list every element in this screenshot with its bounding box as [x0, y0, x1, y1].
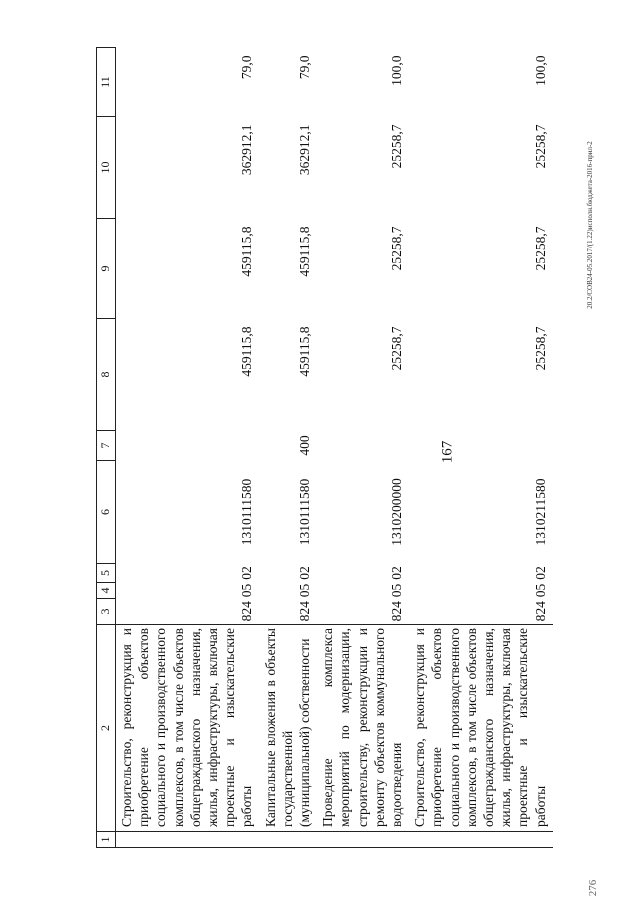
row-value-9: 25258,7 — [389, 226, 405, 271]
row-value-8: 25258,7 — [532, 326, 548, 371]
row-expense-type — [409, 431, 553, 461]
col-header-1: 1 — [97, 832, 116, 848]
row-section: 05 — [239, 583, 255, 598]
table-row — [260, 48, 318, 848]
table-row — [409, 48, 553, 848]
row-target-article: 1310200000 — [389, 478, 405, 546]
row-section: 05 — [297, 583, 313, 598]
row-expense-type — [317, 431, 409, 461]
col-header-10: 10 — [97, 117, 116, 219]
budget-table — [96, 47, 553, 848]
row-subsection: 02 — [532, 566, 548, 580]
row-percent: 100,0 — [532, 55, 548, 86]
row-admin-code: 824 — [389, 601, 405, 622]
footer-path: 20.2/COB24-05.2017/(1.22)исполн.бюджета-2016-прил-2 — [586, 141, 594, 309]
col-header-9: 9 — [97, 219, 116, 319]
row-target-article: 1310111580 — [239, 478, 255, 546]
row-section: 05 — [532, 583, 548, 598]
row-description: Строительство, реконструкция и приобретение объектов социального и производственного комплексов, в том числе объектов общегражданского назначения, жилья, инфраструктуры, включая проектные и изыскательские работы — [116, 625, 260, 832]
row-cell-col1 — [116, 832, 260, 848]
table-row — [317, 48, 409, 848]
row-percent: 100,0 — [389, 55, 405, 86]
row-admin-code: 824 — [532, 601, 548, 622]
row-value-8: 459115,8 — [239, 326, 255, 377]
col-header-7: 7 — [97, 431, 116, 461]
col-header-2: 2 — [97, 625, 116, 832]
row-value-9: 459115,8 — [239, 226, 255, 277]
page-number: 167 — [439, 440, 456, 464]
row-value-10: 25258,7 — [389, 124, 405, 169]
row-subsection: 02 — [297, 566, 313, 580]
row-cell-col1 — [409, 832, 553, 848]
col-header-6: 6 — [97, 461, 116, 564]
row-subsection: 02 — [389, 566, 405, 580]
row-description: Строительство, реконструкция и приобретение объектов социального и производственного комплексов, в том числе объектов общегражданского назначения, жилья, инфраструктуры, включая проектные и изыскательские работы — [409, 625, 553, 832]
row-value-8: 459115,8 — [297, 326, 313, 377]
row-cell-col1 — [260, 832, 318, 848]
row-expense-type: 400 — [297, 435, 313, 456]
row-value-10: 25258,7 — [532, 124, 548, 169]
col-header-5: 5 — [97, 564, 116, 583]
header-row — [97, 48, 116, 848]
col-header-3: 3 — [97, 599, 116, 625]
row-description: Проведение комплекса мероприятий по модернизации, строительству, реконструкции и ремонту объектов коммунального водоотведения — [317, 625, 409, 832]
row-admin-code: 824 — [239, 601, 255, 622]
row-description: Капитальные вложения в объекты государственной (муниципальной) собственности — [260, 625, 318, 832]
row-section: 05 — [389, 583, 405, 598]
row-admin-code: 824 — [297, 601, 313, 622]
row-subsection: 02 — [239, 566, 255, 580]
row-value-10: 362912,1 — [239, 124, 255, 176]
table-row — [116, 48, 260, 848]
col-header-4: 4 — [97, 583, 116, 599]
row-value-8: 25258,7 — [389, 326, 405, 371]
col-header-8: 8 — [97, 319, 116, 431]
row-percent: 79,0 — [239, 55, 255, 80]
row-value-9: 25258,7 — [532, 226, 548, 271]
row-target-article: 1310211580 — [532, 478, 548, 546]
row-target-article: 1310111580 — [297, 478, 313, 546]
rotated-table-wrapper — [96, 48, 548, 848]
row-value-10: 362912,1 — [297, 124, 313, 176]
row-expense-type — [116, 431, 260, 461]
row-cell-col1 — [317, 832, 409, 848]
sheet-number: 276 — [587, 879, 599, 897]
col-header-11: 11 — [97, 48, 116, 117]
row-value-9: 459115,8 — [297, 226, 313, 277]
row-percent: 79,0 — [297, 55, 313, 80]
